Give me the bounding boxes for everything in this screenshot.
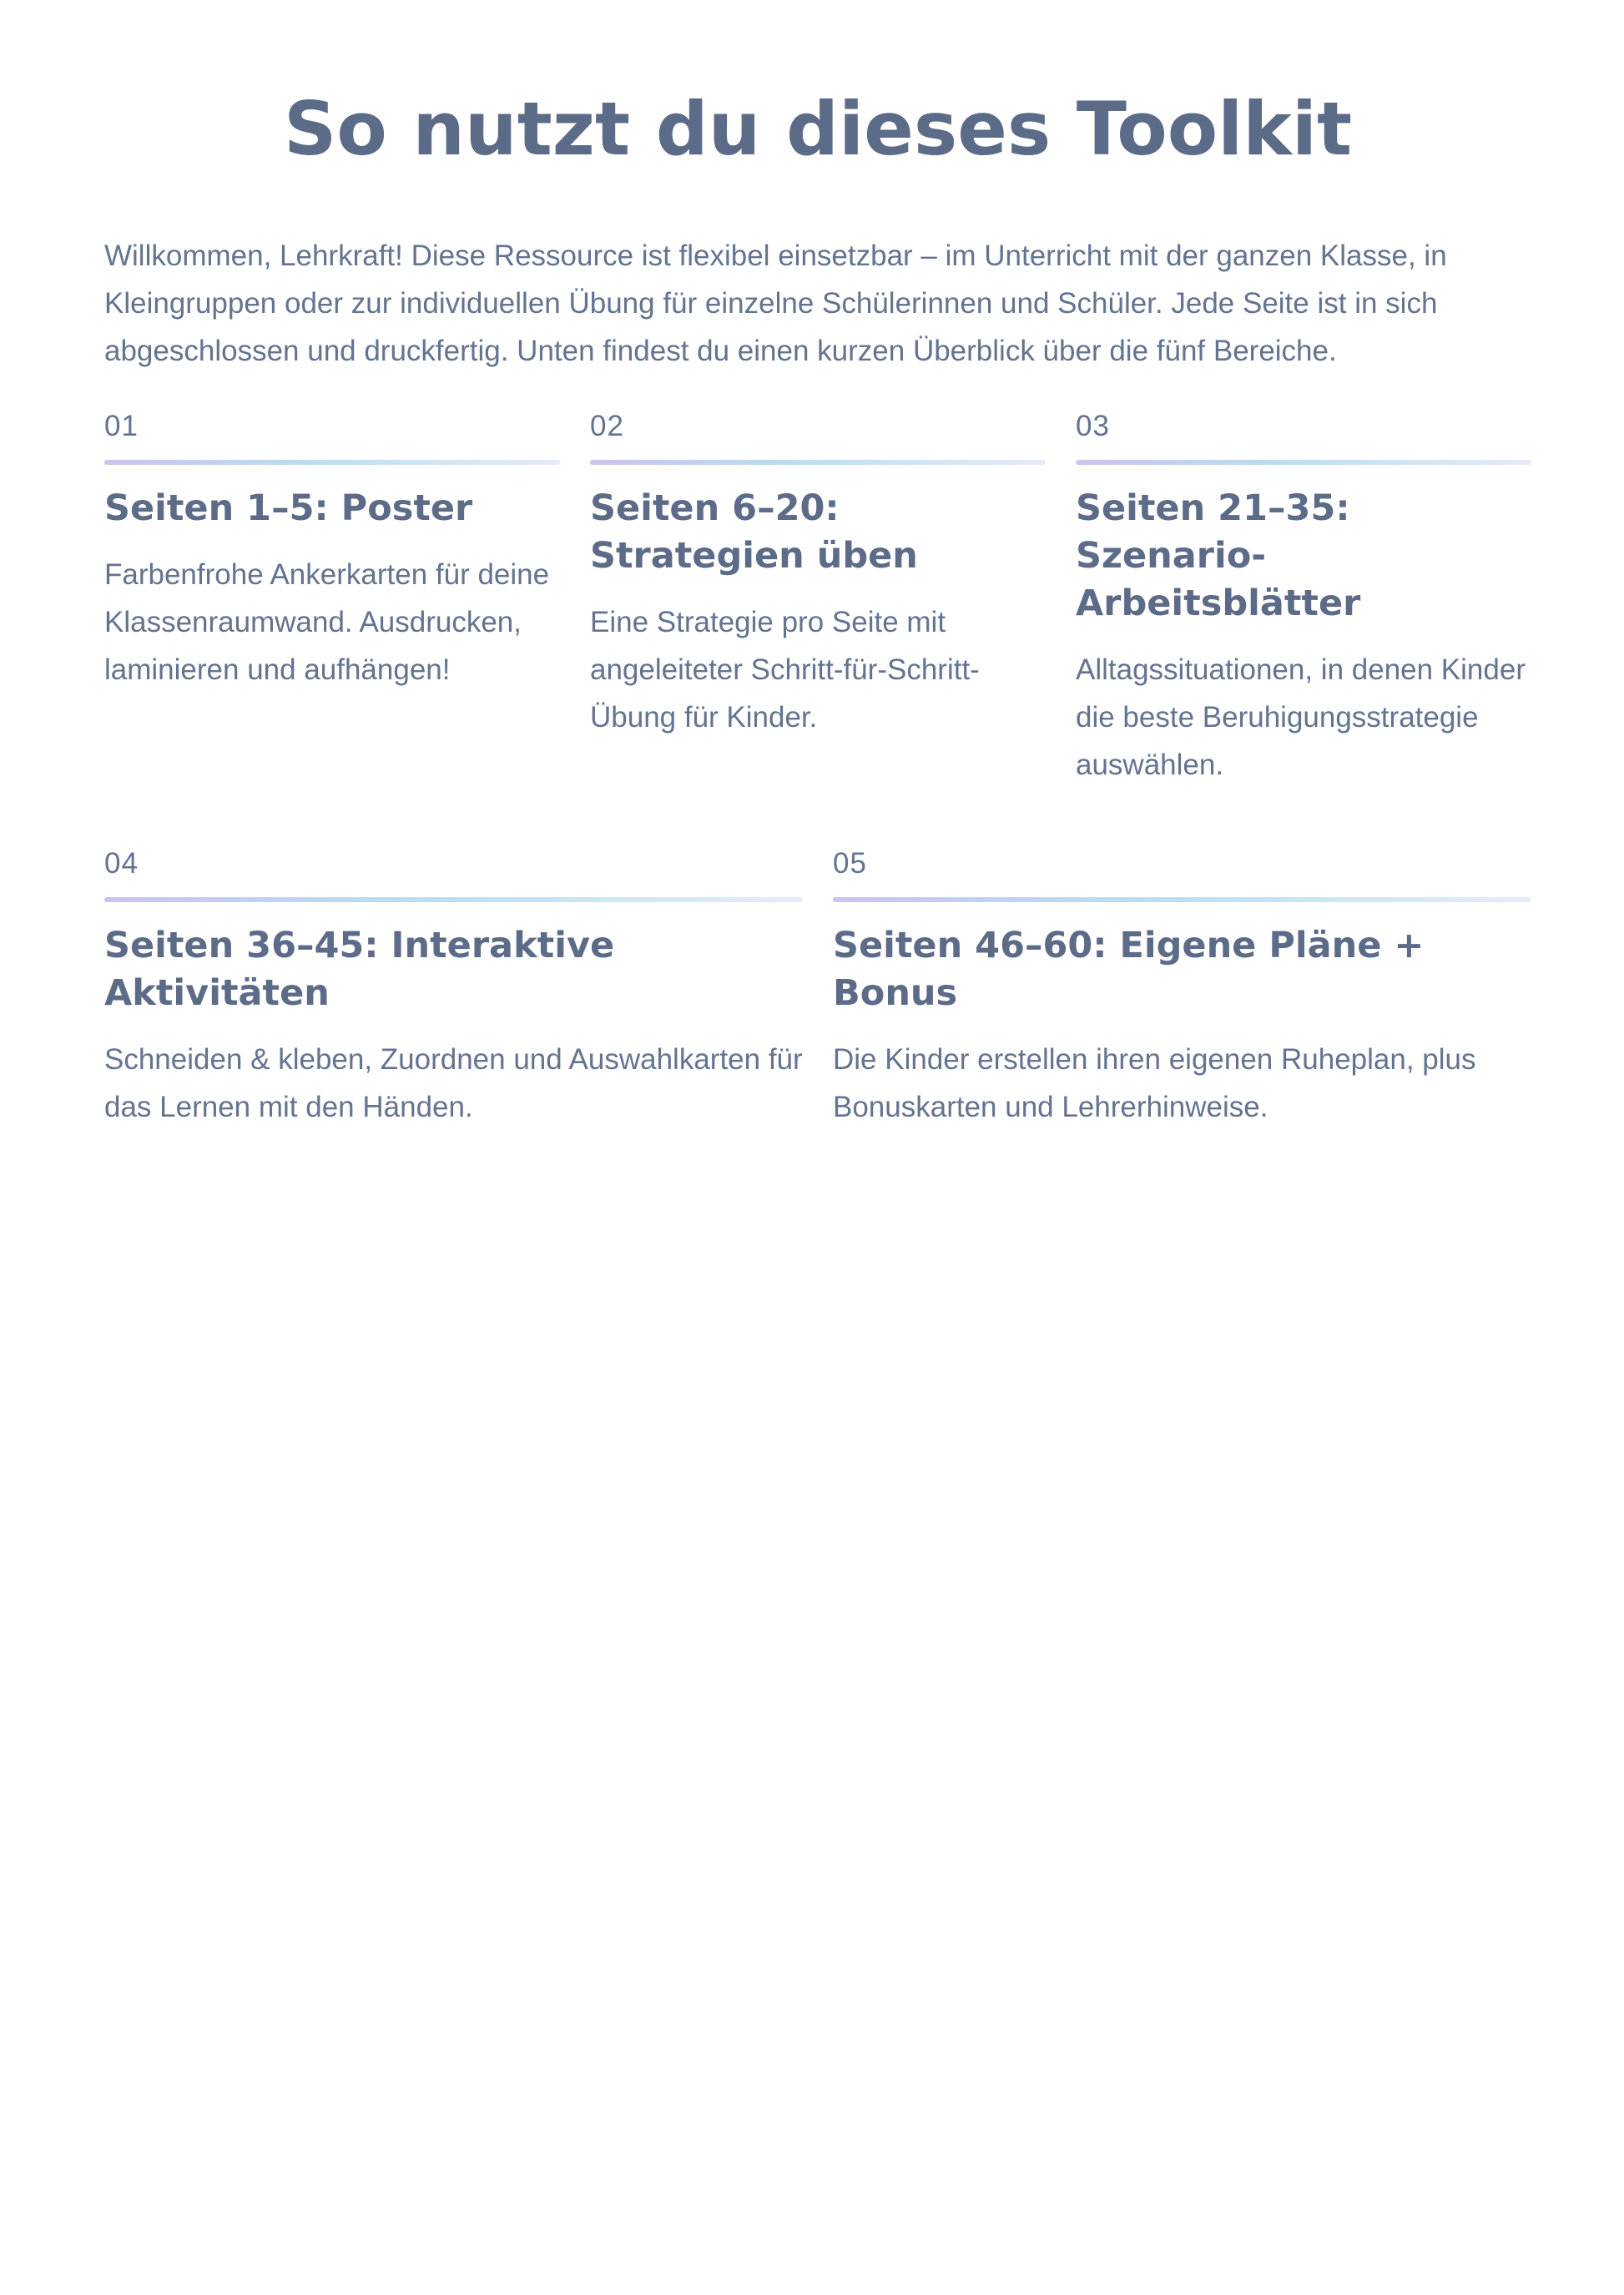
section-03: [1076, 408, 1531, 789]
section-04: [104, 845, 803, 1131]
section-description: Farbenfrohe Ankerkarten für deine Klassenraumwand. Ausdrucken, laminieren und aufhängen!: [104, 558, 550, 686]
section-divider: [104, 897, 803, 902]
section-number: 02: [590, 410, 624, 442]
section-title: Seiten 1–5: Poster: [104, 487, 473, 529]
section-divider: [104, 460, 560, 465]
section-title: Seiten 36–45: Interaktive Aktivitäten: [104, 925, 615, 1014]
section-description: Schneiden & kleben, Zuordnen und Auswahlkarten für das Lernen mit den Händen.: [104, 1043, 803, 1123]
section-divider: [833, 897, 1531, 902]
section-01: [104, 408, 560, 789]
sections-row-2: [104, 845, 1531, 1131]
page-title: So nutzt du dieses Toolkit: [283, 86, 1353, 172]
section-02: [590, 408, 1046, 789]
section-description: Eine Strategie pro Seite mit angeleiteter Schritt-für-Schritt-Übung für Kinder.: [590, 606, 980, 734]
section-05: [833, 845, 1531, 1131]
section-number: 01: [104, 410, 139, 442]
document-page: [104, 0, 1531, 1131]
sections-row-1: [104, 408, 1531, 789]
section-title: Seiten 21–35: Szenario-Arbeitsblätter: [1076, 487, 1361, 624]
section-number: 04: [104, 847, 139, 880]
section-description: Die Kinder erstellen ihren eigenen Ruheplan, plus Bonuskarten und Lehrerhinweise.: [833, 1043, 1476, 1123]
intro-paragraph: Willkommen, Lehrkraft! Diese Ressource ist flexibel einsetzbar – im Unterricht mit der ganzen Klasse, in Kleingruppen oder zur individuellen Übung für einzelne Schülerinnen und Schüler. Jede Seite ist in sich abgeschlossen und druckfertig. Unten findest du einen kurzen Überblick über die fünf Bereiche.: [104, 240, 1447, 367]
section-divider: [590, 460, 1046, 465]
section-title: Seiten 6–20: Strategien üben: [590, 487, 918, 577]
section-number: 03: [1076, 410, 1110, 442]
section-title: Seiten 46–60: Eigene Pläne + Bonus: [833, 925, 1425, 1014]
section-divider: [1076, 460, 1531, 465]
section-number: 05: [833, 847, 867, 880]
section-description: Alltagssituationen, in denen Kinder die beste Beruhigungsstrategie auswählen.: [1076, 653, 1526, 781]
